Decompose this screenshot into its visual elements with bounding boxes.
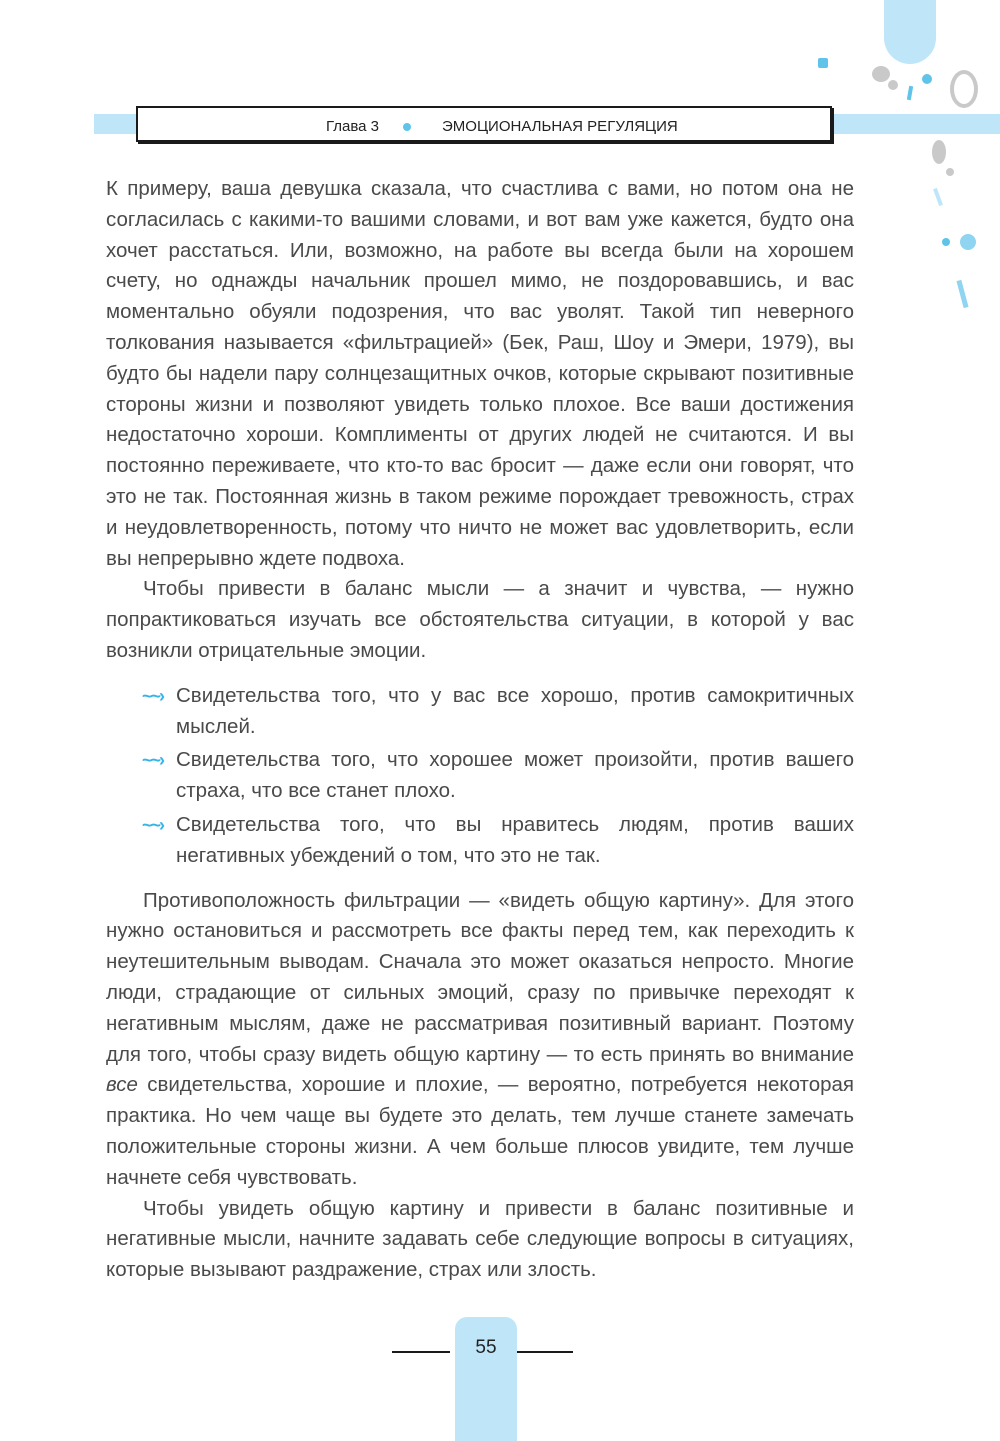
- paragraph: Чтобы увидеть общую картину и привести в баланс позитивные и негативные мысли, начните задавать себе следующие вопросы в ситуациях, которые вызывают раздражение, страх или злость.: [106, 1196, 854, 1282]
- decorative-splash: [818, 58, 828, 68]
- chapter-label: Глава 3: [326, 118, 380, 135]
- decorative-splash: [907, 86, 913, 100]
- emphasis-text: все: [106, 1073, 138, 1097]
- decorative-splash: [956, 280, 968, 308]
- chapter-title: ЭМОЦИОНАЛЬНАЯ РЕГУЛЯЦИЯ: [442, 118, 678, 135]
- footer-rule-right: [517, 1351, 573, 1353]
- paragraph-text: Противоположность фильтрации — «видеть общую картину». Для этого нужно остановиться и рассмотреть все факты перед тем, как переходить к неутешительным выводам. Сначала это может оказаться непросто. Многие люди, страдающие от сильных эмоций, сразу по привычке переходят к негативным мыслям, даже не рассматривая позитивный вариант. Поэтому для того, чтобы сразу видеть общую картину — то есть принять во внимание: [106, 888, 854, 1066]
- decorative-splash: [942, 238, 950, 246]
- decorative-splash: [950, 70, 978, 108]
- list-item: [106, 810, 854, 872]
- decorative-splash: [932, 140, 946, 164]
- decorative-splash: [884, 0, 936, 64]
- decorative-splash: [960, 234, 976, 250]
- decorative-splash: [922, 74, 932, 84]
- list-item: [106, 745, 854, 807]
- paragraph: К примеру, ваша девушка сказала, что счастлива с вами, но потом она не согласилась с какими-то вашими словами, и вот вам уже кажется, будто она хочет расстаться. Или, возможно, на работе вы всегда были на хорошем счету, но однажды начальник прошел мимо, не поздоровавшись, и вас моментально обуяли подозрения, что вас уволят. Такой тип неверного толкования называется «фильтрацией» (Бек, Раш, Шоу и Эмери, 1979), вы будто бы надели пару солнцезащитных очков, которые скрывают позитивные стороны жизни и позволяют увидеть только плохое. Все ваши достижения недостаточно хороши. Комплименты от других людей не считаются. И вы постоянно переживаете, что кто-то вас бросит — даже если они говорят, что это не так. Постоянная жизнь в таком режиме порождает тревожность, страх и неудовлетворенность, потому что ничто не может вас удовлетворить, если вы непрерывно ждете подвоха.: [106, 177, 854, 570]
- page-number: 55: [475, 1337, 497, 1358]
- decorative-splash: [946, 168, 954, 176]
- squiggle-arrow-icon: ~~›: [142, 750, 164, 771]
- list-item-text: Свидетельства того, что у вас все хорошо, против самокритичных мыслей.: [176, 683, 854, 738]
- list-item-text: Свидетельства того, что хорошее может произойти, против вашего страха, что все станет плохо.: [176, 748, 854, 803]
- paragraph: Чтобы привести в баланс мысли — а значит и чувства, — нужно попрактиковаться изучать все обстоятельства ситуации, в которой у вас возникли отрицательные эмоции.: [106, 577, 854, 662]
- decorative-splash: [933, 188, 943, 206]
- page-body: [106, 174, 854, 1286]
- list-item-text: Свидетельства того, что вы нравитесь людям, против ваших негативных убеждений о том, что это не так.: [176, 812, 854, 867]
- squiggle-arrow-icon: ~~›: [142, 814, 164, 835]
- list-item: [106, 681, 854, 743]
- paragraph-text: свидетельства, хорошие и плохие, — вероятно, потребуется некоторая практика. Но чем чаще вы будете это делать, тем лучше станете замечать положительные стороны жизни. А чем больше плюсов увидите, тем лучше начнете себя чувствовать.: [106, 1073, 854, 1189]
- paragraph: [106, 886, 854, 1194]
- decorative-splash: [872, 66, 890, 82]
- footer-rule-left: [392, 1351, 450, 1353]
- squiggle-arrow-icon: ~~›: [142, 685, 164, 706]
- bullet-list: [106, 681, 854, 872]
- header-dot-icon: [403, 123, 411, 131]
- page-number-tab: [455, 1317, 517, 1441]
- decorative-splash: [888, 80, 898, 90]
- running-header: [136, 106, 832, 142]
